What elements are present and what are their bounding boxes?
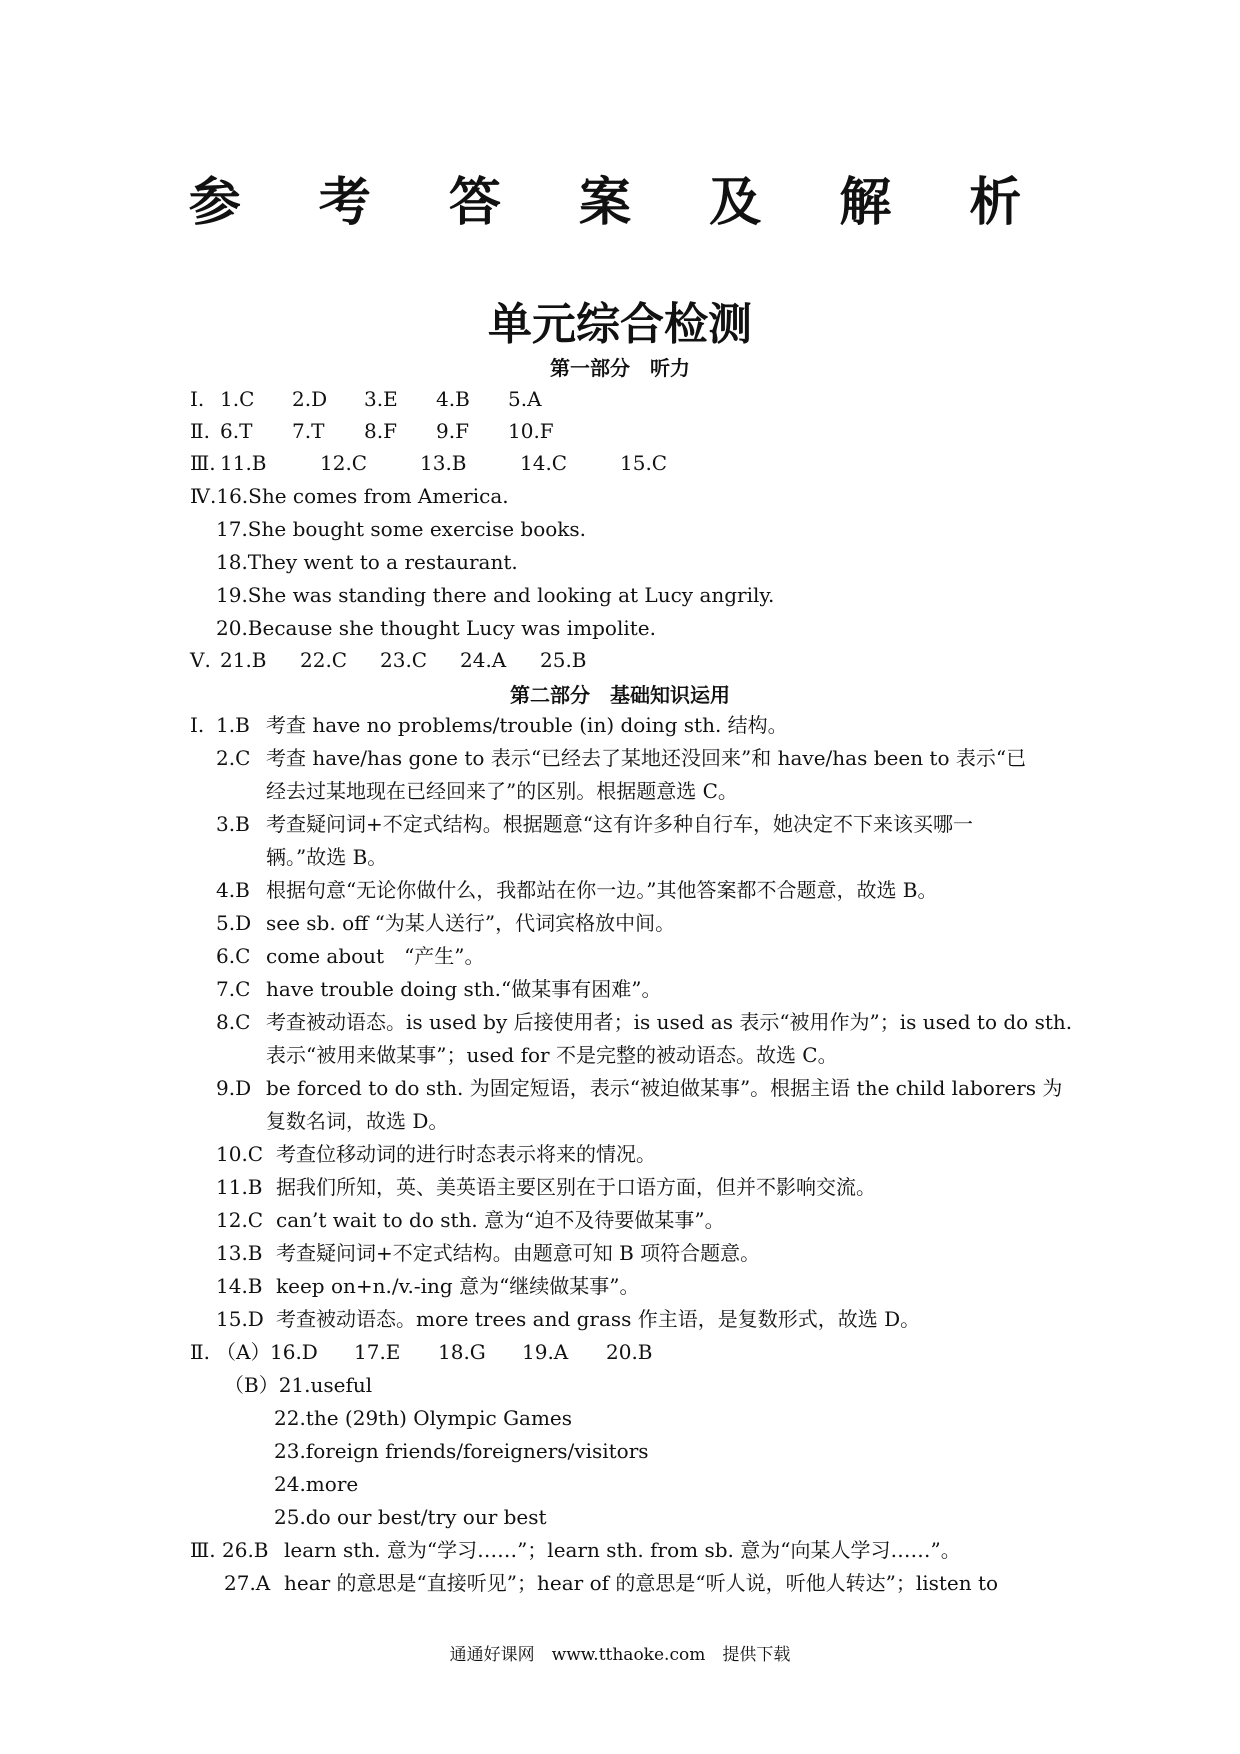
answer: 16.D — [270, 1340, 318, 1364]
answer: 14.C — [520, 451, 568, 475]
answer: 21.B — [220, 648, 267, 672]
part1-section-IV — [190, 483, 509, 509]
answer: 20.B — [606, 1340, 653, 1364]
answer: 9.F — [436, 419, 469, 443]
explanation: 表示“被用来做某事”；used for 不是完整的被动语态。故选 C。 — [266, 1043, 838, 1067]
answer: 18.They went to a restaurant. — [216, 550, 518, 574]
explanation: 辆。”故选 B。 — [266, 845, 388, 869]
answer: 10.F — [508, 419, 554, 443]
answer: 24.A — [460, 648, 507, 672]
item-number: 4.B — [216, 878, 250, 902]
answer: 19.A — [522, 1340, 569, 1364]
answer: 1.C — [220, 387, 255, 411]
answer: 23.foreign friends/foreigners/visitors — [274, 1439, 649, 1463]
answer: 22.the (29th) Olympic Games — [274, 1406, 573, 1430]
item-number: 26.B — [222, 1538, 269, 1562]
page-title: 参 考 答 案 及 解 析 — [188, 173, 1052, 233]
answer: 15.C — [620, 451, 668, 475]
answer: 24.more — [274, 1472, 359, 1496]
explanation: learn sth. 意为“学习……”；learn sth. from sb. 意为“向某人学习……”。 — [284, 1538, 961, 1562]
section-label: Ⅰ. — [190, 387, 205, 411]
item-number: 15.D — [216, 1307, 264, 1331]
part2-section-II-B — [224, 1372, 372, 1398]
explanation: 考查 have no problems/trouble (in) doing sth. 结构。 — [266, 713, 788, 737]
item-number: 5.D — [216, 911, 252, 935]
explanation: be forced to do sth. 为固定短语，表示“被迫做某事”。根据主语 the child laborers 为 — [266, 1076, 1063, 1100]
answer: 25.do our best/try our best — [274, 1505, 547, 1529]
item-number: 13.B — [216, 1241, 263, 1265]
part1-section-V — [190, 647, 620, 673]
answer: 4.B — [436, 387, 470, 411]
item-number: 1.B — [216, 713, 250, 737]
item-number: 12.C — [216, 1208, 264, 1232]
answer: 25.B — [540, 648, 587, 672]
explanation: hear 的意思是“直接听见”；hear of 的意思是“听人说，听他人转达”；listen to — [284, 1571, 999, 1595]
part1-section-III — [190, 450, 700, 476]
answer: 2.D — [292, 387, 328, 411]
item-number: 8.C — [216, 1010, 251, 1034]
explanation: can’t wait to do sth. 意为“迫不及待要做某事”。 — [276, 1208, 725, 1232]
explanation: come about “产生”。 — [266, 944, 485, 968]
subsection-label: （B） — [224, 1373, 279, 1397]
answer: 8.F — [364, 419, 397, 443]
answer: 17.E — [354, 1340, 401, 1364]
item-number: 7.C — [216, 977, 251, 1001]
answer: 21.useful — [278, 1373, 373, 1397]
explanation: keep on+n./v.-ing 意为“继续做某事”。 — [276, 1274, 640, 1298]
section-label: Ⅱ. — [190, 1340, 210, 1364]
part2-section-I-label: Ⅰ. — [190, 713, 205, 737]
explanation: 考查被动语态。more trees and grass 作主语，是复数形式，故选 D。 — [276, 1307, 921, 1331]
answer: 22.C — [300, 648, 348, 672]
explanation: 考查位移动词的进行时态表示将来的情况。 — [276, 1142, 656, 1166]
item-number: 6.C — [216, 944, 251, 968]
explanation: 据我们所知，英、美英语主要区别在于口语方面，但并不影响交流。 — [276, 1175, 876, 1199]
explanation: 考查被动语态。is used by 后接使用者；is used as 表示“被用作为”；is used to do sth. — [266, 1010, 1073, 1034]
answer: 6.T — [220, 419, 253, 443]
section-label: Ⅲ. — [190, 451, 216, 475]
item-number: 9.D — [216, 1076, 252, 1100]
answer: 23.C — [380, 648, 428, 672]
unit-title: 单元综合检测 — [488, 299, 752, 350]
answer: 13.B — [420, 451, 467, 475]
explanation: 经去过某地现在已经回来了”的区别。根据题意选 C。 — [266, 779, 738, 803]
answer: 20.Because she thought Lucy was impolite. — [216, 616, 656, 640]
section-label: Ⅴ. — [190, 648, 211, 672]
item-number: 10.C — [216, 1142, 264, 1166]
part1-heading: 第一部分 听力 — [550, 356, 690, 380]
answer: 3.E — [364, 387, 398, 411]
explanation: 考查疑问词+不定式结构。由题意可知 B 项符合题意。 — [276, 1241, 761, 1265]
part1-section-I — [190, 386, 580, 412]
explanation: 考查疑问词+不定式结构。根据题意“这有许多种自行车，她决定不下来该买哪一 — [266, 812, 973, 836]
item-number: 27.A — [224, 1571, 271, 1595]
footer: 通通好课网 www.tthaoke.com 提供下载 — [449, 1645, 791, 1665]
item-number: 2.C — [216, 746, 251, 770]
answer: 19.She was standing there and looking at Lucy angrily. — [216, 583, 775, 607]
explanation: 考查 have/has gone to 表示“已经去了某地还没回来”和 have/has been to 表示“已 — [266, 746, 1027, 770]
item-number: 11.B — [216, 1175, 263, 1199]
subsection-label: （A） — [216, 1340, 271, 1364]
explanation: see sb. off “为某人送行”，代词宾格放中间。 — [266, 911, 676, 935]
part2-section-II-A — [190, 1339, 690, 1365]
part2-section-III-label: Ⅲ. — [190, 1538, 216, 1562]
answer: 12.C — [320, 451, 368, 475]
part2-heading: 第二部分 基础知识运用 — [510, 683, 730, 707]
section-label: Ⅱ. — [190, 419, 210, 443]
answer: 5.A — [508, 387, 542, 411]
explanation: 复数名词，故选 D。 — [266, 1109, 449, 1133]
explanation: have trouble doing sth.“做某事有困难”。 — [266, 977, 662, 1001]
item-number: 14.B — [216, 1274, 263, 1298]
item-number: 3.B — [216, 812, 250, 836]
section-label: Ⅳ. — [190, 484, 217, 508]
answer: 17.She bought some exercise books. — [216, 517, 587, 541]
answer: 11.B — [220, 451, 267, 475]
answer: 18.G — [438, 1340, 486, 1364]
answer: 7.T — [292, 419, 325, 443]
part1-section-II — [190, 418, 580, 444]
explanation: 根据句意“无论你做什么，我都站在你一边。”其他答案都不合题意，故选 B。 — [266, 878, 938, 902]
answer: 16.She comes from America. — [216, 484, 509, 508]
